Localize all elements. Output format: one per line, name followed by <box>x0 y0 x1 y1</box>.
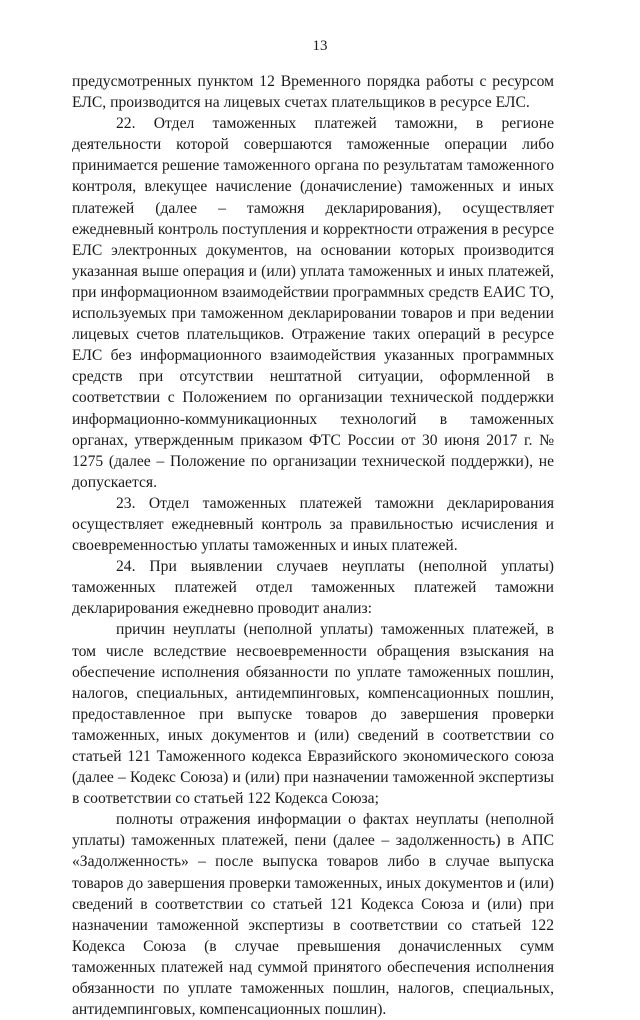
paragraph-24: 24. При выявлении случаев неуплаты (неполной уплаты) таможенных платежей отдел таможенных платежей таможни декларирования ежедневно проводит анализ: <box>72 558 554 618</box>
document-body <box>72 71 554 1020</box>
paragraph-24-item-completeness: полноты отражения информации о фактах неуплаты (неполной уплаты) таможенных платежей, пени (далее – задолженность) в АПС «Задолженность» – после выпуска товаров либо в случае выпуска товаров до завершения проверки таможенных, иных документов и (или) сведений в соответствии со статьей 121 Кодекса Союза и (или) при назначении таможенной экспертизы в соответствии со статьей 122 Кодекса Союза (в случае превышения доначисленных сумм таможенных платежей над суммой принятого обеспечения исполнения обязанности по уплате таможенных пошлин, налогов, специальных, антидемпинговых, компенсационных пошлин). <box>72 811 554 1019</box>
paragraph-24-item-reasons: причин неуплаты (неполной уплаты) таможенных платежей, в том числе вследствие несвоевременности обращения взыскания на обеспечение исполнения обязанности по уплате таможенных пошлин, налогов, специальных, антидемпинговых, компенсационных пошлин, предоставленное при выпуске товаров до завершения проверки таможенных, иных документов и (или) сведений в соответствии со статьей 121 Таможенного кодекса Евразийского экономического союза (далее – Кодекс Союза) и (или) при назначении таможенной экспертизы в соответствии со статьей 122 Кодекса Союза; <box>72 621 554 808</box>
paragraph-continuation: предусмотренных пунктом 12 Временного порядка работы с ресурсом ЕЛС, производится на лицевых счетах плательщиков в ресурсе ЕЛС. <box>72 73 554 112</box>
paragraph-22: 22. Отдел таможенных платежей таможни, в регионе деятельности которой совершаются таможенные операции либо принимается решение таможенного органа по результатам таможенного контроля, влекущее начисление (доначисление) таможенных и иных платежей (далее – таможня декларирования), осуществляет ежедневный контроль поступления и корректности отражения в ресурсе ЕЛС электронных документов, на основании которых производится указанная выше операция и (или) уплата таможенных и иных платежей, при информационном взаимодействии программных средств ЕАИС ТО, используемых при таможенном декларировании товаров и при ведении лицевых счетов плательщиков. Отражение таких операций в ресурсе ЕЛС без информационного взаимодействия указанных программных средств при отсутствии нештатной ситуации, оформленной в соответствии с Положением по организации технической поддержки информационно-коммуникационных технологий в таможенных органах, утвержденным приказом ФТС России от 30 июня 2017 г. № 1275 (далее – Положение по организации технической поддержки), не допускается. <box>72 115 554 491</box>
page-number: 13 <box>312 38 328 54</box>
paragraph-23: 23. Отдел таможенных платежей таможни декларирования осуществляет ежедневный контроль за правильностью исчисления и своевременностью уплаты таможенных и иных платежей. <box>72 494 554 555</box>
